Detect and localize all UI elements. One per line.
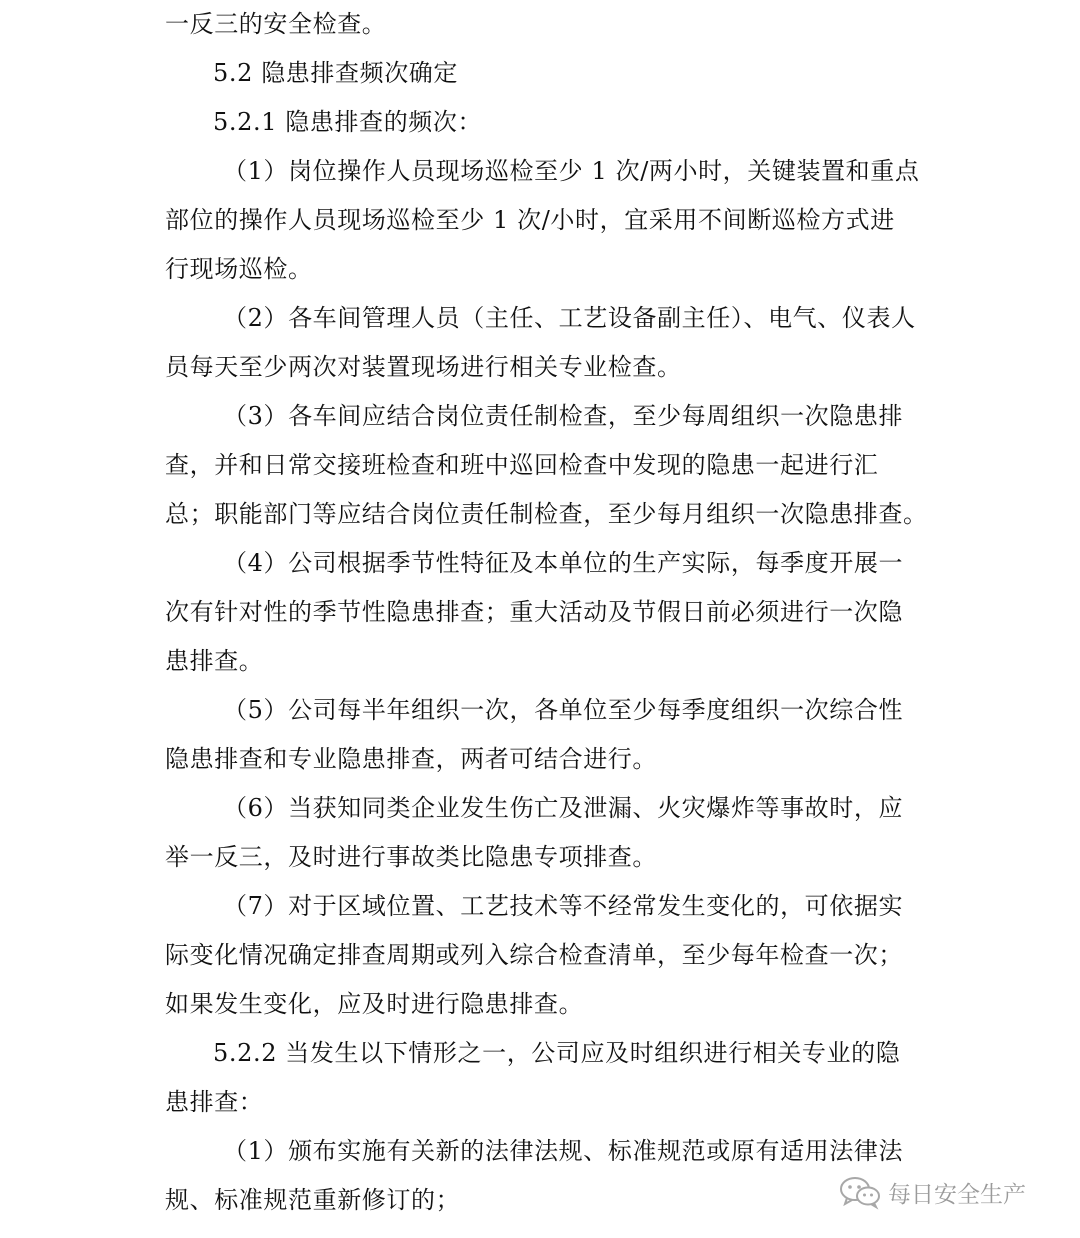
text-line: （1）颁布实施有关新的法律法规、标准规范或原有适用法律法 xyxy=(223,1137,904,1165)
text-line: 查，并和日常交接班检查和班中巡回检查中发现的隐患一起进行汇 xyxy=(165,451,879,479)
section-heading: 5.2 隐患排查频次确定 xyxy=(213,59,458,87)
document-body xyxy=(165,0,928,1225)
text-line: 次有针对性的季节性隐患排查；重大活动及节假日前必须进行一次隐 xyxy=(165,598,903,626)
text-line: 部位的操作人员现场巡检至少 1 次/小时，宜采用不间断巡检方式进 xyxy=(165,206,895,234)
text-line: 规、标准规范重新修订的； xyxy=(165,1186,461,1214)
text-line: 行现场巡检。 xyxy=(165,255,313,283)
watermark xyxy=(838,1172,1026,1212)
text-line: 举一反三，及时进行事故类比隐患专项排查。 xyxy=(165,843,657,871)
text-line: （6）当获知同类企业发生伤亡及泄漏、火灾爆炸等事故时，应 xyxy=(223,794,904,822)
text-line: 总；职能部门等应结合岗位责任制检查，至少每月组织一次隐患排查。 xyxy=(165,500,928,528)
text-line: 一反三的安全检查。 xyxy=(165,10,387,38)
text-line: （5）公司每半年组织一次，各单位至少每季度组织一次综合性 xyxy=(223,696,904,724)
text-line: （2）各车间管理人员（主任、工艺设备副主任）、电气、仪表人 xyxy=(223,304,916,332)
text-line: 患排查。 xyxy=(165,647,264,675)
text-line: （7）对于区域位置、工艺技术等不经常发生变化的，可依据实 xyxy=(223,892,904,920)
subsection-heading: 5.2.2 当发生以下情形之一，公司应及时组织进行相关专业的隐 xyxy=(213,1039,901,1067)
text-line: 员每天至少两次对装置现场进行相关专业检查。 xyxy=(165,353,682,381)
text-line: （3）各车间应结合岗位责任制检查，至少每周组织一次隐患排 xyxy=(223,402,904,430)
text-line: 际变化情况确定排查周期或列入综合检查清单，至少每年检查一次； xyxy=(165,941,903,969)
text-line: 隐患排查和专业隐患排查，两者可结合进行。 xyxy=(165,745,657,773)
text-line: （1）岗位操作人员现场巡检至少 1 次/两小时，关键装置和重点 xyxy=(223,157,920,185)
text-line: 如果发生变化，应及时进行隐患排查。 xyxy=(165,990,584,1018)
text-line: 患排查： xyxy=(165,1088,264,1116)
subsection-heading: 5.2.1 隐患排查的频次： xyxy=(213,108,483,136)
text-line: （4）公司根据季节性特征及本单位的生产实际，每季度开展一 xyxy=(223,549,904,577)
watermark-text: 每日安全生产 xyxy=(888,1181,1026,1208)
wechat-icon xyxy=(838,1174,882,1210)
